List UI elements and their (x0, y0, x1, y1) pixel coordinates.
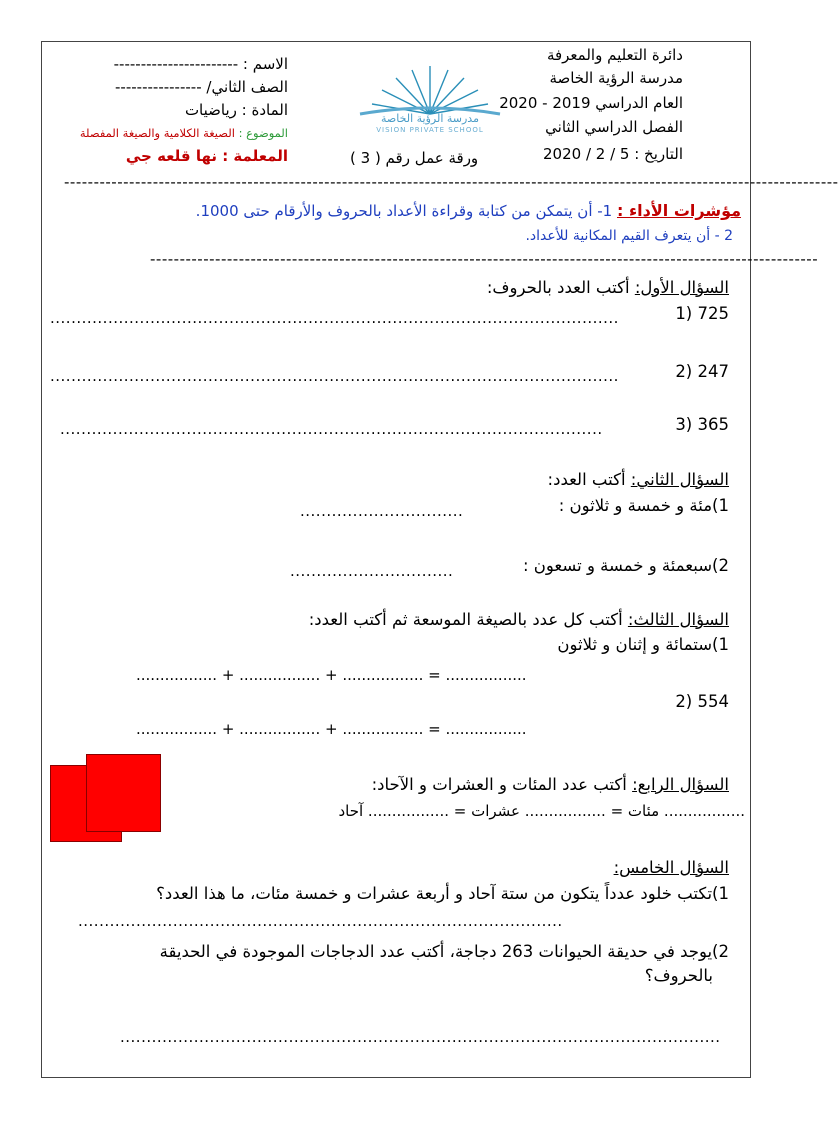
teacher-field: المعلمة : نها قلعه جي (125, 147, 288, 165)
header-date: التاريخ : 5 / 2 / 2020 (543, 145, 683, 163)
q3-expansion-2: ................. + ................. + ................. = ................. (136, 720, 527, 738)
q2-answer-line-2: ............................... (290, 562, 454, 580)
indicators-line-1 (196, 201, 741, 220)
header-school: مدرسة الرؤية الخاصة (549, 69, 683, 87)
q4-heading (372, 775, 729, 794)
header-department: دائرة التعليم والمعرفة (546, 46, 683, 64)
q3-title: السؤال الثالث: (627, 610, 729, 629)
q3-heading (309, 610, 729, 629)
q1-answer-line-1: ............................................................................................................ (50, 309, 619, 327)
q1-item-2: 2) 247 (675, 362, 729, 381)
q5-item-1: 1)تكتب خلود عدداً يتكون من ستة آحاد و أربعة عشرات و خمسة مئات، ما هذا العدد؟ (156, 884, 729, 903)
indicators-separator: ----------------------------------------------------------------------------------------------------------------- (150, 250, 819, 268)
subject-field: المادة : رياضيات (184, 101, 288, 119)
q5-answer-line-1: ............................................................................................ (78, 912, 563, 930)
red-square-front (86, 754, 161, 832)
indicator-1: 1- أن يتمكن من كتابة وقراءة الأعداد بالحروف والأرقام حتى 1000. (195, 202, 613, 220)
q3-item-2: 2) 554 (675, 692, 729, 711)
q5-title: السؤال الخامس: (613, 858, 729, 877)
q4-title: السؤال الرابع: (632, 775, 729, 794)
q5-answer-line-2: .................................................................................................................. (120, 1028, 721, 1046)
topic-field (80, 126, 288, 140)
q1-item-1: 1) 725 (675, 304, 729, 323)
q1-instruction: أكتب العدد بالحروف: (486, 278, 630, 297)
q2-instruction: أكتب العدد: (547, 470, 626, 489)
indicator-2: 2 - أن يتعرف القيم المكانية للأعداد. (525, 228, 733, 244)
q5-item-2-line-2: بالحروف؟ (644, 966, 713, 985)
q3-instruction: أكتب كل عدد بالصيغة الموسعة ثم أكتب العدد: (308, 610, 623, 629)
topic-value: الصيغة الكلامية والصيغة المفصلة (79, 126, 235, 140)
q1-title: السؤال الأول: (634, 278, 729, 297)
q2-heading (548, 470, 729, 489)
q5-item-2-line-1: 2)يوجد في حديقة الحيوانات 263 دجاجة، أكتب عدد الدجاجات الموجودة في الحديقة (159, 942, 729, 961)
q1-answer-line-2: ............................................................................................................ (50, 367, 619, 385)
q3-expansion-1: ................. + ................. + ................. = ................. (136, 666, 527, 684)
topic-label: الموضوع : (238, 126, 288, 140)
indicators-label: مؤشرات الأداء : (617, 201, 741, 220)
header-separator: ----------------------------------------------------------------------------------------------------------------------------------- (64, 173, 839, 191)
q2-item-2: 2)سبعمئة و خمسة و تسعون : (522, 556, 729, 575)
q2-item-1: 1)مئة و خمسة و ثلاثون : (558, 496, 729, 515)
logo-text-english: VISION PRIVATE SCHOOL (376, 126, 484, 134)
q2-title: السؤال الثاني: (630, 470, 729, 489)
q1-answer-line-3: ....................................................................................................... (60, 420, 603, 438)
q4-answer-line: ................. مئات = ................. عشرات = ................. آحاد (338, 802, 745, 820)
q1-heading (487, 278, 729, 297)
q2-answer-line-1: ............................... (300, 502, 464, 520)
q4-instruction: أكتب عدد المئات و العشرات و الآحاد: (371, 775, 627, 794)
header-term: الفصل الدراسي الثاني (545, 118, 683, 136)
worksheet-number: ورقة عمل رقم ( 3 ) (350, 149, 479, 167)
logo-text-arabic: مدرسة الرؤية الخاصة (381, 112, 479, 125)
header-year: العام الدراسي 2019 - 2020 (499, 94, 683, 112)
q3-item-1: 1)ستمائة و إثنان و ثلاثون (557, 635, 729, 654)
name-field: الاسم : ----------------------- (113, 55, 288, 73)
grade-field: الصف الثاني/ ---------------- (115, 78, 288, 96)
q1-item-3: 3) 365 (675, 415, 729, 434)
